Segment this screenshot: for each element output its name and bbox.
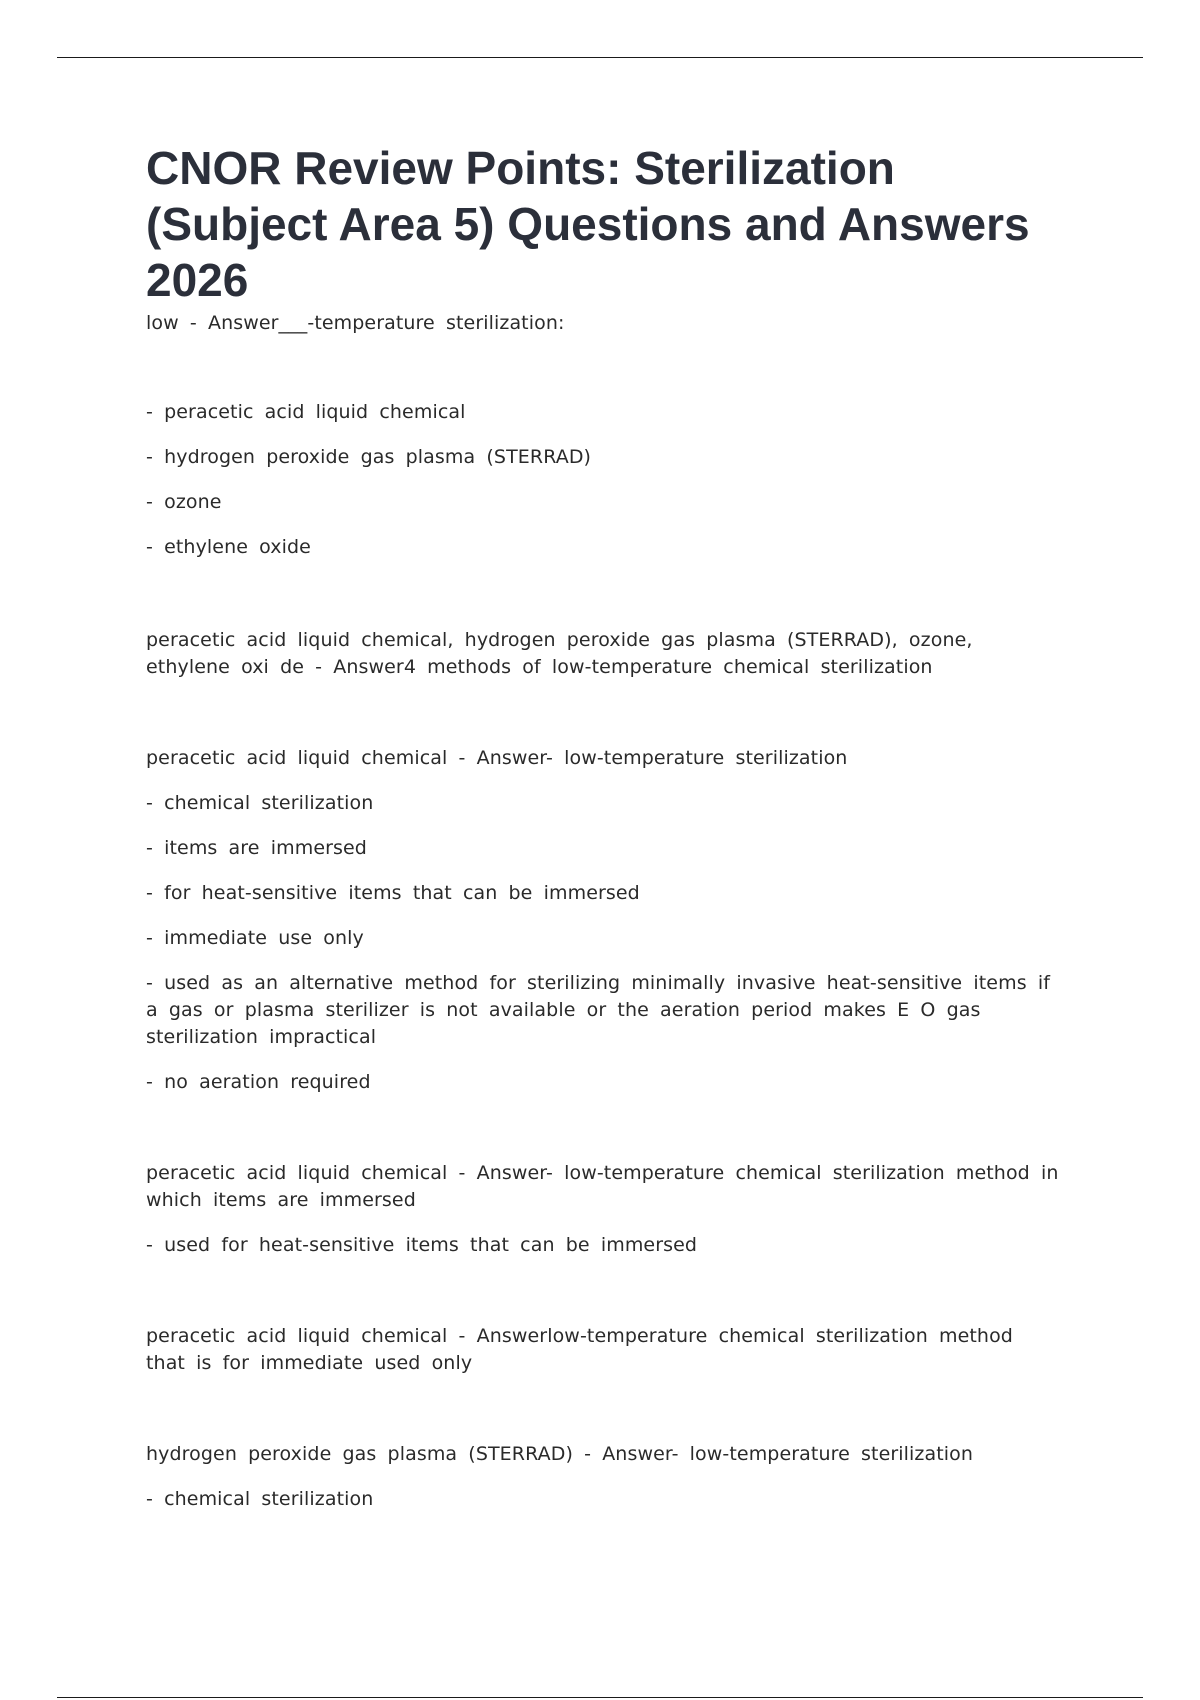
text-line: hydrogen peroxide gas plasma (STERRAD) - Answer- low-temperature sterilization bbox=[146, 1443, 974, 1465]
qa-entry bbox=[146, 1160, 1061, 1259]
qa-entry bbox=[146, 1441, 1061, 1513]
qa-entry bbox=[146, 745, 1061, 1096]
bullet-line: - chemical sterilization bbox=[146, 792, 374, 814]
bottom-rule bbox=[57, 1697, 1143, 1698]
bullet-line: - used as an alternative method for sterilizing minimally invasive heat-sensitive items if a gas or plasma sterilizer is not available or the aeration period makes E O gas sterilization impractical bbox=[146, 972, 1050, 1048]
qa-entry bbox=[146, 399, 1061, 561]
text-line: peracetic acid liquid chemical - Answerlow-temperature chemical sterilization method that is for immediate used only bbox=[146, 1325, 1013, 1374]
document-title: CNOR Review Points: Sterilization (Subject Area 5) Questions and Answers 2026 bbox=[146, 142, 1030, 306]
text-line: peracetic acid liquid chemical, hydrogen peroxide gas plasma (STERRAD), ozone, ethylene oxi de - Answer4 methods of low-temperature chemical sterilization bbox=[146, 629, 973, 678]
bullet-line: - immediate use only bbox=[146, 927, 364, 949]
qa-list bbox=[146, 310, 1061, 1513]
bullet-line: - used for heat-sensitive items that can be immersed bbox=[146, 1234, 698, 1256]
bullet-line: - chemical sterilization bbox=[146, 1488, 374, 1510]
qa-entry bbox=[146, 310, 1061, 337]
bullet-line: - hydrogen peroxide gas plasma (STERRAD) bbox=[146, 446, 592, 468]
bullet-line: - ethylene oxide bbox=[146, 536, 311, 558]
document-body bbox=[146, 140, 1061, 1577]
text-line: low - Answer___-temperature sterilization: bbox=[146, 312, 565, 334]
text-line: peracetic acid liquid chemical - Answer- low-temperature chemical sterilization method in which items are immersed bbox=[146, 1162, 1059, 1211]
bullet-line: - ozone bbox=[146, 491, 222, 513]
bullet-line: - for heat-sensitive items that can be immersed bbox=[146, 882, 640, 904]
qa-entry bbox=[146, 627, 1061, 681]
qa-entry bbox=[146, 1323, 1061, 1377]
bullet-line: - items are immersed bbox=[146, 837, 367, 859]
text-line: peracetic acid liquid chemical - Answer- low-temperature sterilization bbox=[146, 747, 848, 769]
bullet-line: - peracetic acid liquid chemical bbox=[146, 401, 466, 423]
top-rule bbox=[57, 57, 1143, 58]
bullet-line: - no aeration required bbox=[146, 1071, 371, 1093]
